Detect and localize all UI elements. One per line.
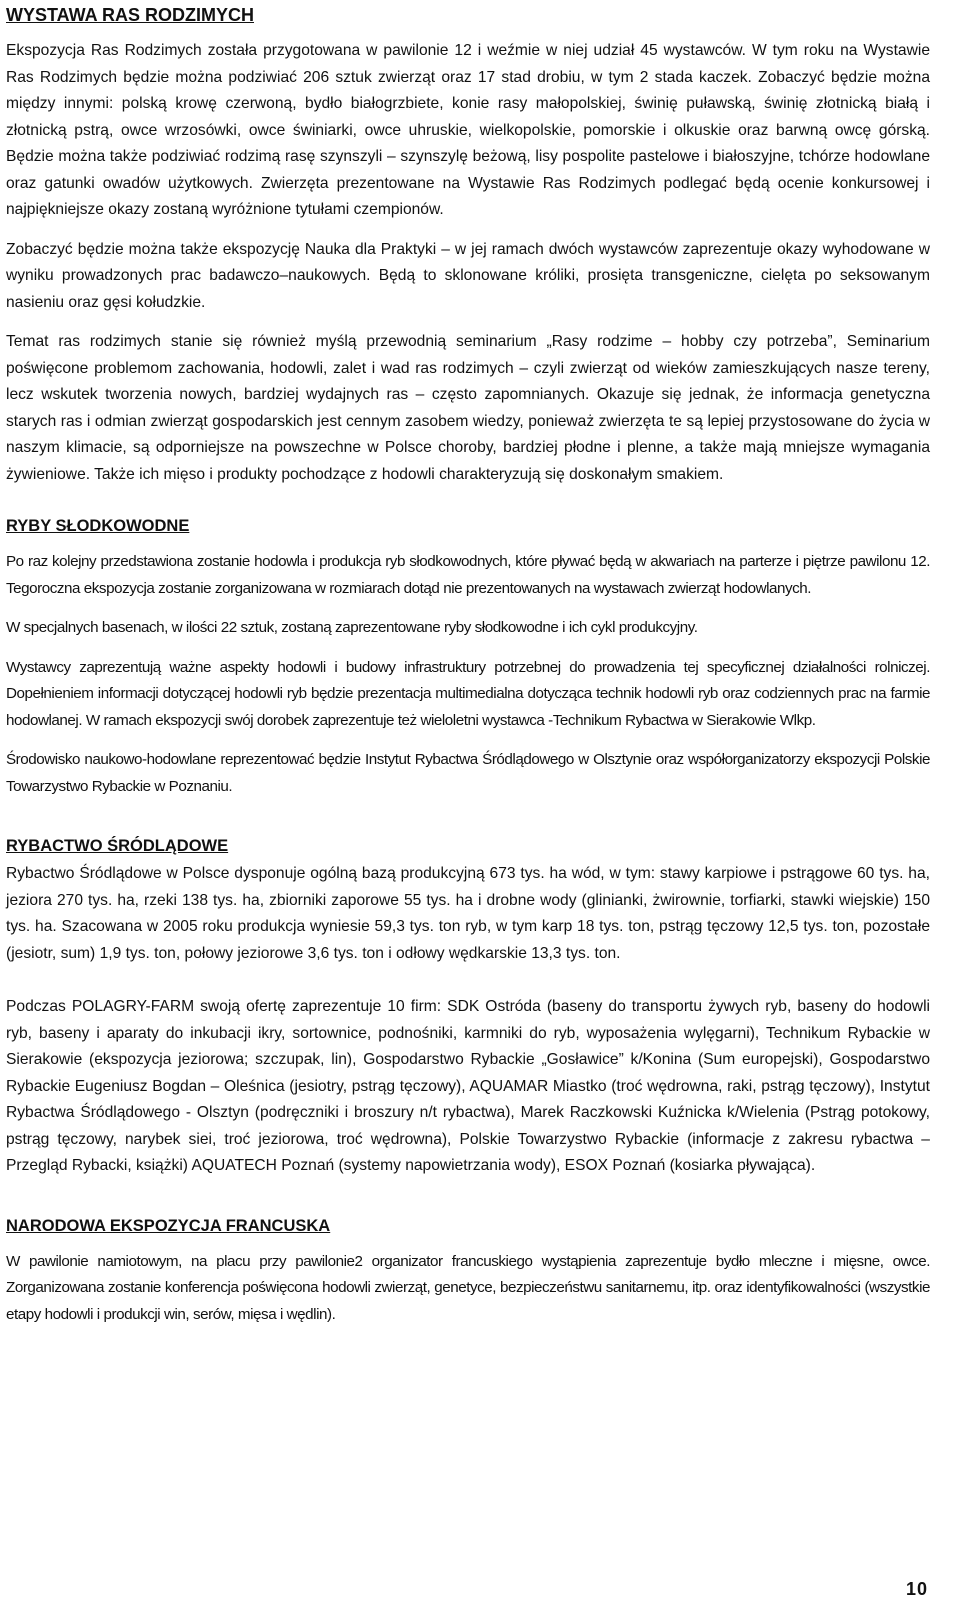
- paragraph-ryby-4: Środowisko naukowo-hodowlane reprezentować będzie Instytut Rybactwa Śródlądowego w Olsztynie oraz współorganizatorzy ekspozycji Polskie Towarzystwo Rybackie w Poznaniu.: [6, 751, 930, 795]
- paragraph-francja-1: W pawilonie namiotowym, na placu przy pawilonie2 organizator francuskiego wystąpienia zaprezentuje bydło mleczne i mięsne, owce. Zorganizowana zostanie konferencja poświęcona hodowli zwierząt, genetyce, bezpieczeństwu sanitarnemu, itp. oraz identyfikowalności (wszystkie etapy hodowli i produkcji win, serów, mięsa i wędlin).: [6, 1252, 930, 1323]
- paragraph-rybactwo-1: Rybactwo Śródlądowe w Polsce dysponuje ogólną bazą produkcyjną 673 tys. ha wód, w tym: stawy karpiowe i pstrągowe 60 tys. ha, jeziora 270 tys. ha, rzeki 138 tys. ha, zbiorniki zaporowe 55 tys. ha i drobne wody (glinianki, żwirownie, torfiarki, stawki wiejskie) 150 tys. ha. Szacowana w 2005 roku produkcja wyniesie 59,3 tys. ton ryb, w tym karp 18 tys. ton, pstrąg tęczowy 12,5 tys. ton, pozostałe (jesiotr, sum) 1,9 tys. ton, połowy jeziorowe 3,6 tys. ton i odłowy wędkarskie 13,3 tys. ton.: [6, 865, 930, 962]
- paragraph-rybactwo-2: Podczas POLAGRY-FARM swoją ofertę zaprezentuje 10 firm: SDK Ostróda (baseny do transportu żywych ryb, baseny do hodowli ryb, baseny i aparaty do inkubacji ikry, sortownice, podnośniki, karmniki do ryb, wyposażenia wylęgarni), Technikum Rybackie w Sierakowie (ekspozycja jeziorowa; szczupak, lin), Gospodarstwo Rybackie „Gosławice” k/Konina (Sum europejski), Gospodarstwo Rybackie Eugeniusz Bogdan – Oleśnica (jesiotry, pstrąg tęczowy), AQUAMAR Miastko (troć wędrowna, raki, pstrąg tęczowy), Instytut Rybactwa Śródlądowego - Olsztyn (podręczniki i broszury n/t rybactwa), Marek Raczkowski Kuźnicka k/Wielenia (Pstrąg potokowy, pstrąg tęczowy, narybek siei, troć jeziorowa, troć wędrowna), Polskie Towarzystwo Rybackie (informacje z zakresu rybactwa – Przegląd Rybacki, książki) AQUATECH Poznań (systemy napowietrzania wody), ESOX Poznań (kosiarka pływająca).: [6, 998, 930, 1174]
- spacer: [6, 1193, 930, 1215]
- heading-narodowa-ekspozycja-francuska: NARODOWA EKSPOZYCJA FRANCUSKA: [6, 1216, 331, 1235]
- heading-ryby-slodkowodne: RYBY SŁODKOWODNE: [6, 517, 190, 535]
- spacer: [6, 501, 930, 515]
- paragraph-ryby-2: W specjalnych basenach, w ilości 22 sztuk, zostaną zaprezentowane ryby słodkowodne i ich cykl produkcyjny.: [6, 619, 698, 636]
- paragraph-wystawa-3: Temat ras rodzimych stanie się również myślą przewodnią seminarium „Rasy rodzime – hobby czy potrzeba”, Seminarium poświęcone problemom zachowania, hodowli, zalet i wad ras rodzimych – czyli zwierząt od wieków zamieszkujących nasze tereny, lecz wskutek tworzenia nowych, bardziej wydajnych ras – często zapomnianych. Okazuje się jednak, że informacja genetyczna starych ras i odmian zwierząt gospodarskich jest cennym zasobem wiedzy, ponieważ zwierzęta te są lepiej przystosowane do życia w naszym klimacie, są odporniejsze na powszechne w Polsce choroby, bardziej płodne i plenne, a także mają mniejsze wymagania żywieniowe. Także ich mięso i produkty pochodzące z hodowli charakteryzują się doskonałym smakiem.: [6, 333, 930, 483]
- heading-rybactwo-srodladowe: RYBACTWO ŚRÓDLĄDOWE: [6, 837, 229, 855]
- heading-wystawa-ras-rodzimych: WYSTAWA RAS RODZIMYCH: [6, 5, 254, 25]
- spacer: [6, 980, 930, 994]
- spacer: [6, 813, 930, 835]
- paragraph-wystawa-1: Ekspozycja Ras Rodzimych została przygotowana w pawilonie 12 i weźmie w niej udział 45 wystawców. W tym roku na Wystawie Ras Rodzimych będzie można podziwiać 206 sztuk zwierząt oraz 17 stad drobiu, w tym 2 stada kaczek. Zobaczyć będzie można między innymi: polską krowę czerwoną, bydło białogrzbiete, konie rasy małopolskiej, świnię puławską, świnię złotnicką białą i złotnicką pstrą, owce wrzosówki, owce świniarki, owce uhruskie, wielkopolskie, pomorskie i olkuskie oraz barwną owcę górską. Będzie można także podziwiać rodzimą rasę szynszyli – szynszylę beżową, lisy pospolite pastelowe i białoszyjne, tchórze hodowlane oraz gatunki owadów użytkowych. Zwierzęta prezentowane na Wystawie Ras Rodzimych podlegać będą ocenie konkursowej i najpiękniejsze okazy zostaną wyróżnione tytułami czempionów.: [6, 42, 930, 218]
- paragraph-ryby-1: Po raz kolejny przedstawiona zostanie hodowla i produkcja ryb słodkowodnych, które pływać będą w akwariach na parterze i piętrze pawilonu 12. Tegoroczna ekspozycja zostanie zorganizowana w rozmiarach dotąd nie prezentowanych na wystawach zwierząt hodowlanych.: [6, 553, 930, 597]
- page-number: 10: [905, 1579, 928, 1599]
- paragraph-ryby-3: Wystawcy zaprezentują ważne aspekty hodowli i budowy infrastruktury potrzebnej do prowadzenia tej specyficznej działalności rolniczej. Dopełnieniem informacji dotyczącej hodowli ryb będzie prezentacja multimedialna dotycząca technik hodowli ryb oraz codziennych prac na farmie hodowlanej. W ramach ekspozycji swój dorobek zaprezentuje też wieloletni wystawca -Technikum Rybactwa w Sierakowie Wlkp.: [6, 658, 930, 729]
- paragraph-wystawa-2: Zobaczyć będzie można także ekspozycję Nauka dla Praktyki – w jej ramach dwóch wystawców zaprezentuje okazy wyhodowane w wyniku prowadzonych prac badawczo–naukowych. Będą to sklonowane króliki, prosięta transgeniczne, cielęta po seksowanym nasieniu oraz gęsi kołudzkie.: [6, 240, 930, 311]
